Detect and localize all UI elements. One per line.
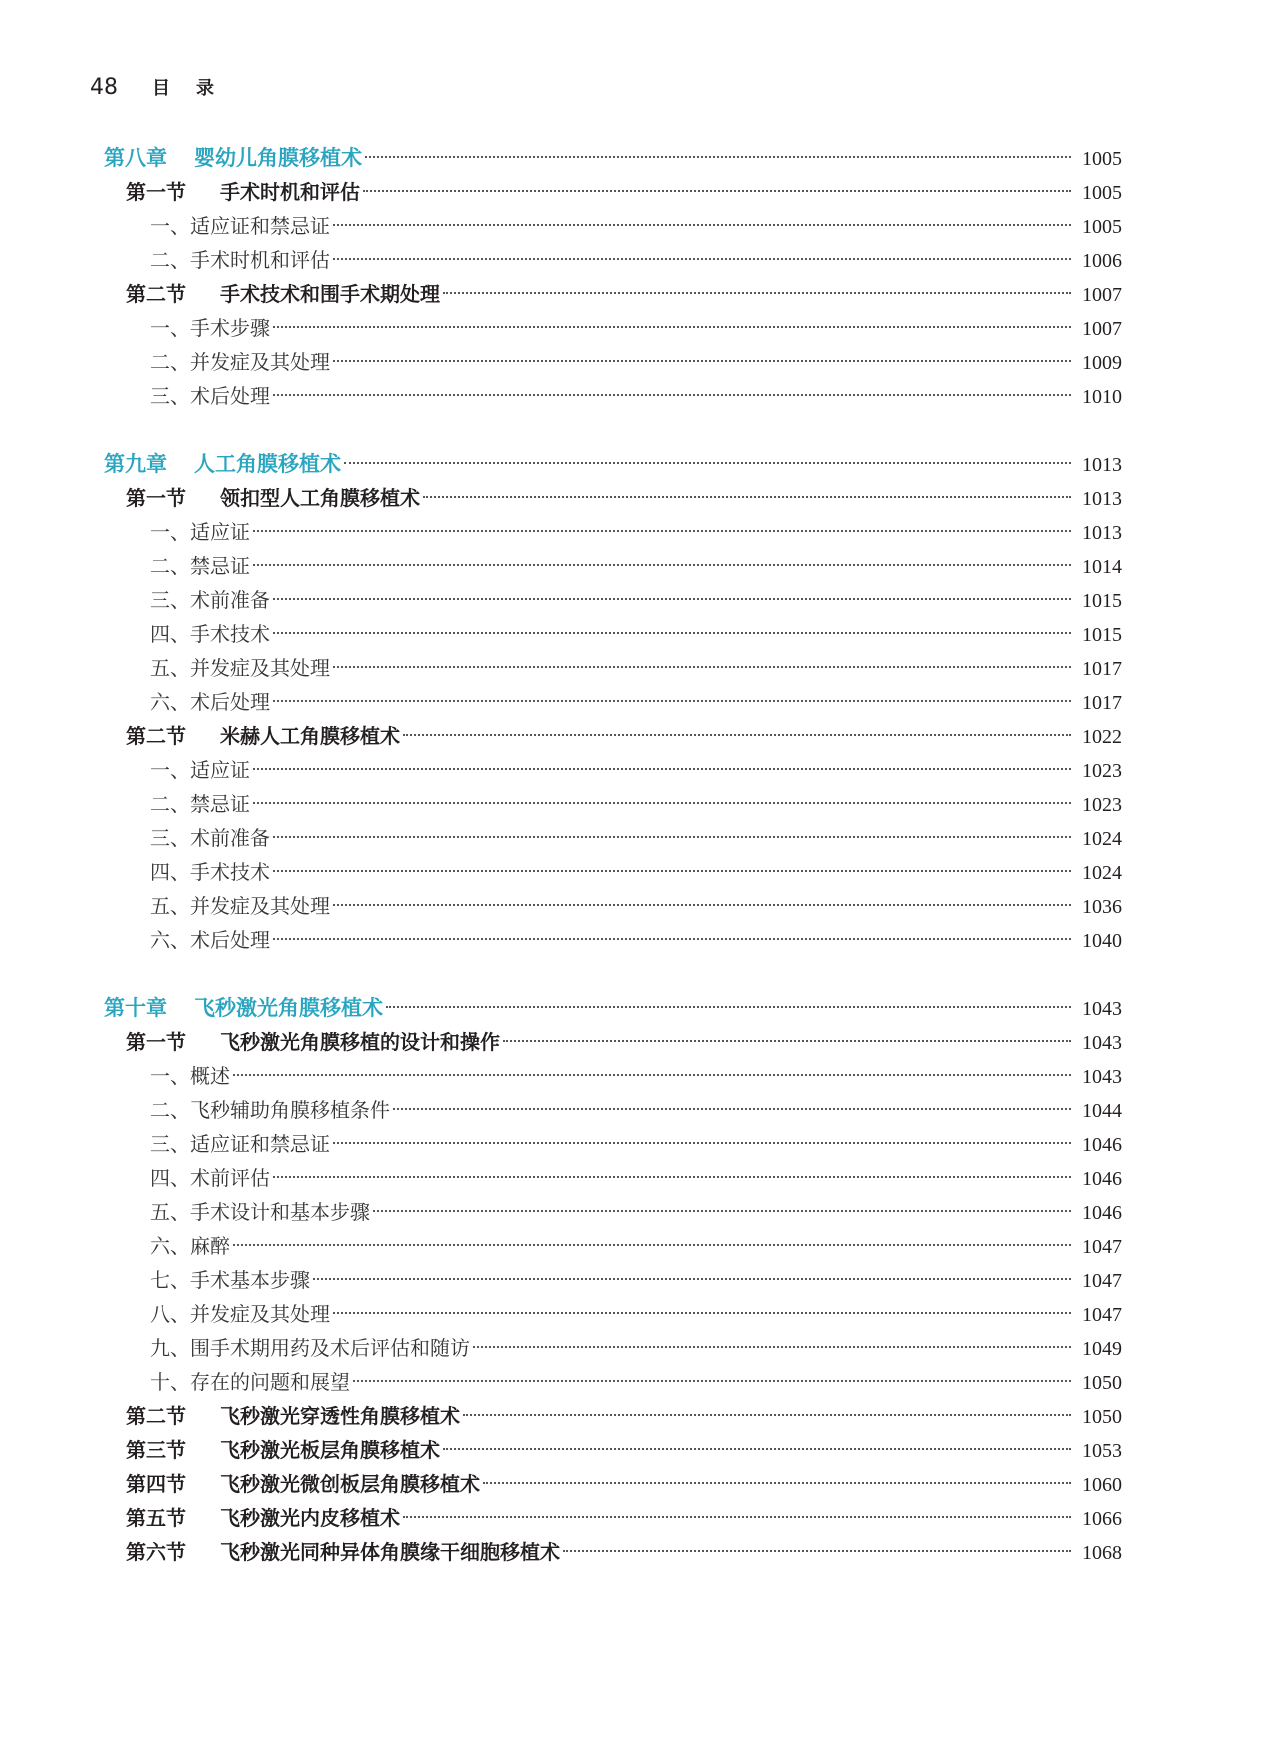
toc-title: 三、术前准备: [150, 588, 270, 612]
toc-page-number: 1014: [1082, 556, 1122, 578]
toc-page-number: 1050: [1082, 1372, 1122, 1394]
toc-section-entry[interactable]: [104, 1399, 1122, 1433]
toc-item-entry[interactable]: [104, 923, 1122, 957]
toc-item-entry[interactable]: [104, 787, 1122, 821]
toc-title: 飞秒激光板层角膜移植术: [220, 1438, 440, 1462]
toc-title: 手术时机和评估: [220, 180, 360, 204]
toc-title: 飞秒激光同种异体角膜缘干细胞移植术: [220, 1540, 560, 1564]
toc-page-number: 1010: [1082, 386, 1122, 408]
toc-page-number: 1023: [1082, 760, 1122, 782]
dot-leader: [473, 1346, 1071, 1348]
dot-leader: [483, 1482, 1071, 1484]
dot-leader: [273, 836, 1071, 838]
dot-leader: [253, 564, 1071, 566]
toc-page-number: 1036: [1082, 896, 1122, 918]
toc-page-number: 1047: [1082, 1304, 1122, 1326]
table-of-contents: [104, 141, 1122, 1603]
toc-item-entry[interactable]: [104, 1161, 1122, 1195]
toc-item-entry[interactable]: [104, 1229, 1122, 1263]
toc-page-number: 1024: [1082, 862, 1122, 884]
dot-leader: [233, 1244, 1071, 1246]
toc-section-entry[interactable]: [104, 277, 1122, 311]
toc-title: 六、术后处理: [150, 928, 270, 952]
toc-number: 第六节: [126, 1540, 186, 1564]
toc-chapter-heading[interactable]: [104, 991, 1122, 1025]
toc-page-number: 1066: [1082, 1508, 1122, 1530]
dot-leader: [403, 734, 1071, 736]
toc-title: 领扣型人工角膜移植术: [220, 486, 420, 510]
toc-title: 飞秒激光内皮移植术: [220, 1506, 400, 1530]
toc-title: 九、围手术期用药及术后评估和随访: [150, 1336, 470, 1360]
toc-number: 第二节: [126, 1404, 186, 1428]
dot-leader: [353, 1380, 1071, 1382]
toc-title: 六、术后处理: [150, 690, 270, 714]
dot-leader: [273, 394, 1071, 396]
toc-title: 飞秒激光角膜移植术: [194, 996, 383, 1020]
toc-title: 一、适应证: [150, 520, 250, 544]
page-title: 目录: [152, 78, 240, 99]
toc-title: 二、手术时机和评估: [150, 248, 330, 272]
toc-item-entry[interactable]: [104, 855, 1122, 889]
toc-title: 五、手术设计和基本步骤: [150, 1200, 370, 1224]
toc-page-number: 1006: [1082, 250, 1122, 272]
toc-title: 三、适应证和禁忌证: [150, 1132, 330, 1156]
toc-number: 第九章: [104, 452, 167, 476]
toc-title: 四、手术技术: [150, 622, 270, 646]
toc-number: 第三节: [126, 1438, 186, 1462]
toc-item-entry[interactable]: [104, 651, 1122, 685]
toc-number: 第八章: [104, 146, 167, 170]
toc-chapter: [104, 141, 1122, 413]
dot-leader: [373, 1210, 1071, 1212]
toc-page-number: 1013: [1082, 454, 1122, 476]
toc-title: 十、存在的问题和展望: [150, 1370, 350, 1394]
dot-leader: [333, 360, 1071, 362]
toc-title: 二、并发症及其处理: [150, 350, 330, 374]
toc-chapter: [104, 447, 1122, 957]
toc-page-number: 1024: [1082, 828, 1122, 850]
toc-page-number: 1060: [1082, 1474, 1122, 1496]
toc-item-entry[interactable]: [104, 243, 1122, 277]
dot-leader: [333, 1312, 1071, 1314]
toc-title: 一、概述: [150, 1064, 230, 1088]
dot-leader: [273, 870, 1071, 872]
toc-page-number: 1043: [1082, 998, 1122, 1020]
toc-page-number: 1009: [1082, 352, 1122, 374]
toc-page-number: 1015: [1082, 624, 1122, 646]
page-header: [90, 74, 240, 100]
toc-item-entry[interactable]: [104, 753, 1122, 787]
dot-leader: [253, 768, 1071, 770]
toc-page-number: 1043: [1082, 1032, 1122, 1054]
toc-item-entry[interactable]: [104, 311, 1122, 345]
toc-number: 第十章: [104, 996, 167, 1020]
dot-leader: [273, 632, 1071, 634]
toc-title: 四、手术技术: [150, 860, 270, 884]
dot-leader: [333, 666, 1071, 668]
toc-page-number: 1050: [1082, 1406, 1122, 1428]
toc-section-entry[interactable]: [104, 719, 1122, 753]
toc-page-number: 1043: [1082, 1066, 1122, 1088]
dot-leader: [273, 938, 1071, 940]
dot-leader: [563, 1550, 1071, 1552]
dot-leader: [386, 1006, 1071, 1008]
toc-page-number: 1005: [1082, 216, 1122, 238]
toc-title: 二、飞秒辅助角膜移植条件: [150, 1098, 390, 1122]
toc-page-number: 1017: [1082, 692, 1122, 714]
toc-section-entry[interactable]: [104, 1467, 1122, 1501]
toc-section-entry[interactable]: [104, 1433, 1122, 1467]
toc-number: 第一节: [126, 486, 186, 510]
toc-title: 二、禁忌证: [150, 554, 250, 578]
toc-title: 人工角膜移植术: [194, 452, 341, 476]
toc-title: 三、术前准备: [150, 826, 270, 850]
toc-item-entry[interactable]: [104, 583, 1122, 617]
toc-item-entry[interactable]: [104, 1297, 1122, 1331]
dot-leader: [313, 1278, 1071, 1280]
toc-title: 飞秒激光微创板层角膜移植术: [220, 1472, 480, 1496]
toc-item-entry[interactable]: [104, 685, 1122, 719]
dot-leader: [363, 190, 1071, 192]
toc-item-entry[interactable]: [104, 617, 1122, 651]
toc-item-entry[interactable]: [104, 889, 1122, 923]
toc-page-number: 1023: [1082, 794, 1122, 816]
toc-page-number: 1047: [1082, 1270, 1122, 1292]
dot-leader: [333, 258, 1071, 260]
toc-page-number: 1022: [1082, 726, 1122, 748]
toc-title: 六、麻醉: [150, 1234, 230, 1258]
toc-page-number: 1015: [1082, 590, 1122, 612]
toc-item-entry[interactable]: [104, 1059, 1122, 1093]
toc-title: 手术技术和围手术期处理: [220, 282, 440, 306]
toc-number: 第四节: [126, 1472, 186, 1496]
toc-page-number: 1007: [1082, 284, 1122, 306]
toc-section-entry[interactable]: [104, 1535, 1122, 1569]
dot-leader: [233, 1074, 1071, 1076]
toc-title: 二、禁忌证: [150, 792, 250, 816]
dot-leader: [503, 1040, 1071, 1042]
toc-item-entry[interactable]: [104, 1263, 1122, 1297]
toc-title: 八、并发症及其处理: [150, 1302, 330, 1326]
toc-page-number: 1040: [1082, 930, 1122, 952]
toc-title: 飞秒激光穿透性角膜移植术: [220, 1404, 460, 1428]
toc-page-number: 1013: [1082, 488, 1122, 510]
toc-page-number: 1053: [1082, 1440, 1122, 1462]
dot-leader: [273, 700, 1071, 702]
toc-item-entry[interactable]: [104, 515, 1122, 549]
toc-chapter: [104, 991, 1122, 1569]
dot-leader: [273, 598, 1071, 600]
dot-leader: [253, 530, 1071, 532]
toc-chapter-heading[interactable]: [104, 447, 1122, 481]
dot-leader: [333, 1142, 1071, 1144]
toc-page-number: 1046: [1082, 1134, 1122, 1156]
toc-item-entry[interactable]: [104, 1093, 1122, 1127]
page-number: 48: [90, 75, 118, 100]
toc-item-entry[interactable]: [104, 345, 1122, 379]
toc-title: 五、并发症及其处理: [150, 656, 330, 680]
toc-page-number: 1005: [1082, 182, 1122, 204]
toc-page-number: 1017: [1082, 658, 1122, 680]
toc-item-entry[interactable]: [104, 1365, 1122, 1399]
toc-item-entry[interactable]: [104, 209, 1122, 243]
toc-title: 一、适应证: [150, 758, 250, 782]
dot-leader: [344, 462, 1071, 464]
toc-section-entry[interactable]: [104, 175, 1122, 209]
toc-page-number: 1049: [1082, 1338, 1122, 1360]
toc-item-entry[interactable]: [104, 379, 1122, 413]
toc-page-number: 1046: [1082, 1202, 1122, 1224]
dot-leader: [463, 1414, 1071, 1416]
toc-number: 第一节: [126, 180, 186, 204]
dot-leader: [273, 1176, 1071, 1178]
toc-item-entry[interactable]: [104, 1127, 1122, 1161]
toc-title: 三、术后处理: [150, 384, 270, 408]
toc-page-number: 1005: [1082, 148, 1122, 170]
dot-leader: [443, 1448, 1071, 1450]
toc-title: 飞秒激光角膜移植的设计和操作: [220, 1030, 500, 1054]
toc-page-number: 1044: [1082, 1100, 1122, 1122]
toc-number: 第二节: [126, 724, 186, 748]
toc-title: 一、手术步骤: [150, 316, 270, 340]
toc-number: 第二节: [126, 282, 186, 306]
toc-title: 四、术前评估: [150, 1166, 270, 1190]
dot-leader: [365, 156, 1071, 158]
toc-item-entry[interactable]: [104, 821, 1122, 855]
dot-leader: [273, 326, 1071, 328]
dot-leader: [423, 496, 1071, 498]
toc-number: 第一节: [126, 1030, 186, 1054]
dot-leader: [443, 292, 1071, 294]
toc-title: 五、并发症及其处理: [150, 894, 330, 918]
toc-title: 一、适应证和禁忌证: [150, 214, 330, 238]
toc-item-entry[interactable]: [104, 549, 1122, 583]
toc-page-number: 1007: [1082, 318, 1122, 340]
dot-leader: [333, 224, 1071, 226]
dot-leader: [403, 1516, 1071, 1518]
toc-page-number: 1046: [1082, 1168, 1122, 1190]
toc-section-entry[interactable]: [104, 481, 1122, 515]
toc-title: 婴幼儿角膜移植术: [194, 146, 362, 170]
toc-page-number: 1068: [1082, 1542, 1122, 1564]
dot-leader: [393, 1108, 1071, 1110]
toc-item-entry[interactable]: [104, 1331, 1122, 1365]
toc-item-entry[interactable]: [104, 1195, 1122, 1229]
toc-section-entry[interactable]: [104, 1501, 1122, 1535]
toc-number: 第五节: [126, 1506, 186, 1530]
toc-section-entry[interactable]: [104, 1025, 1122, 1059]
toc-chapter-heading[interactable]: [104, 141, 1122, 175]
dot-leader: [333, 904, 1071, 906]
toc-page-number: 1047: [1082, 1236, 1122, 1258]
toc-page-number: 1013: [1082, 522, 1122, 544]
toc-title: 米赫人工角膜移植术: [220, 724, 400, 748]
dot-leader: [253, 802, 1071, 804]
toc-title: 七、手术基本步骤: [150, 1268, 310, 1292]
